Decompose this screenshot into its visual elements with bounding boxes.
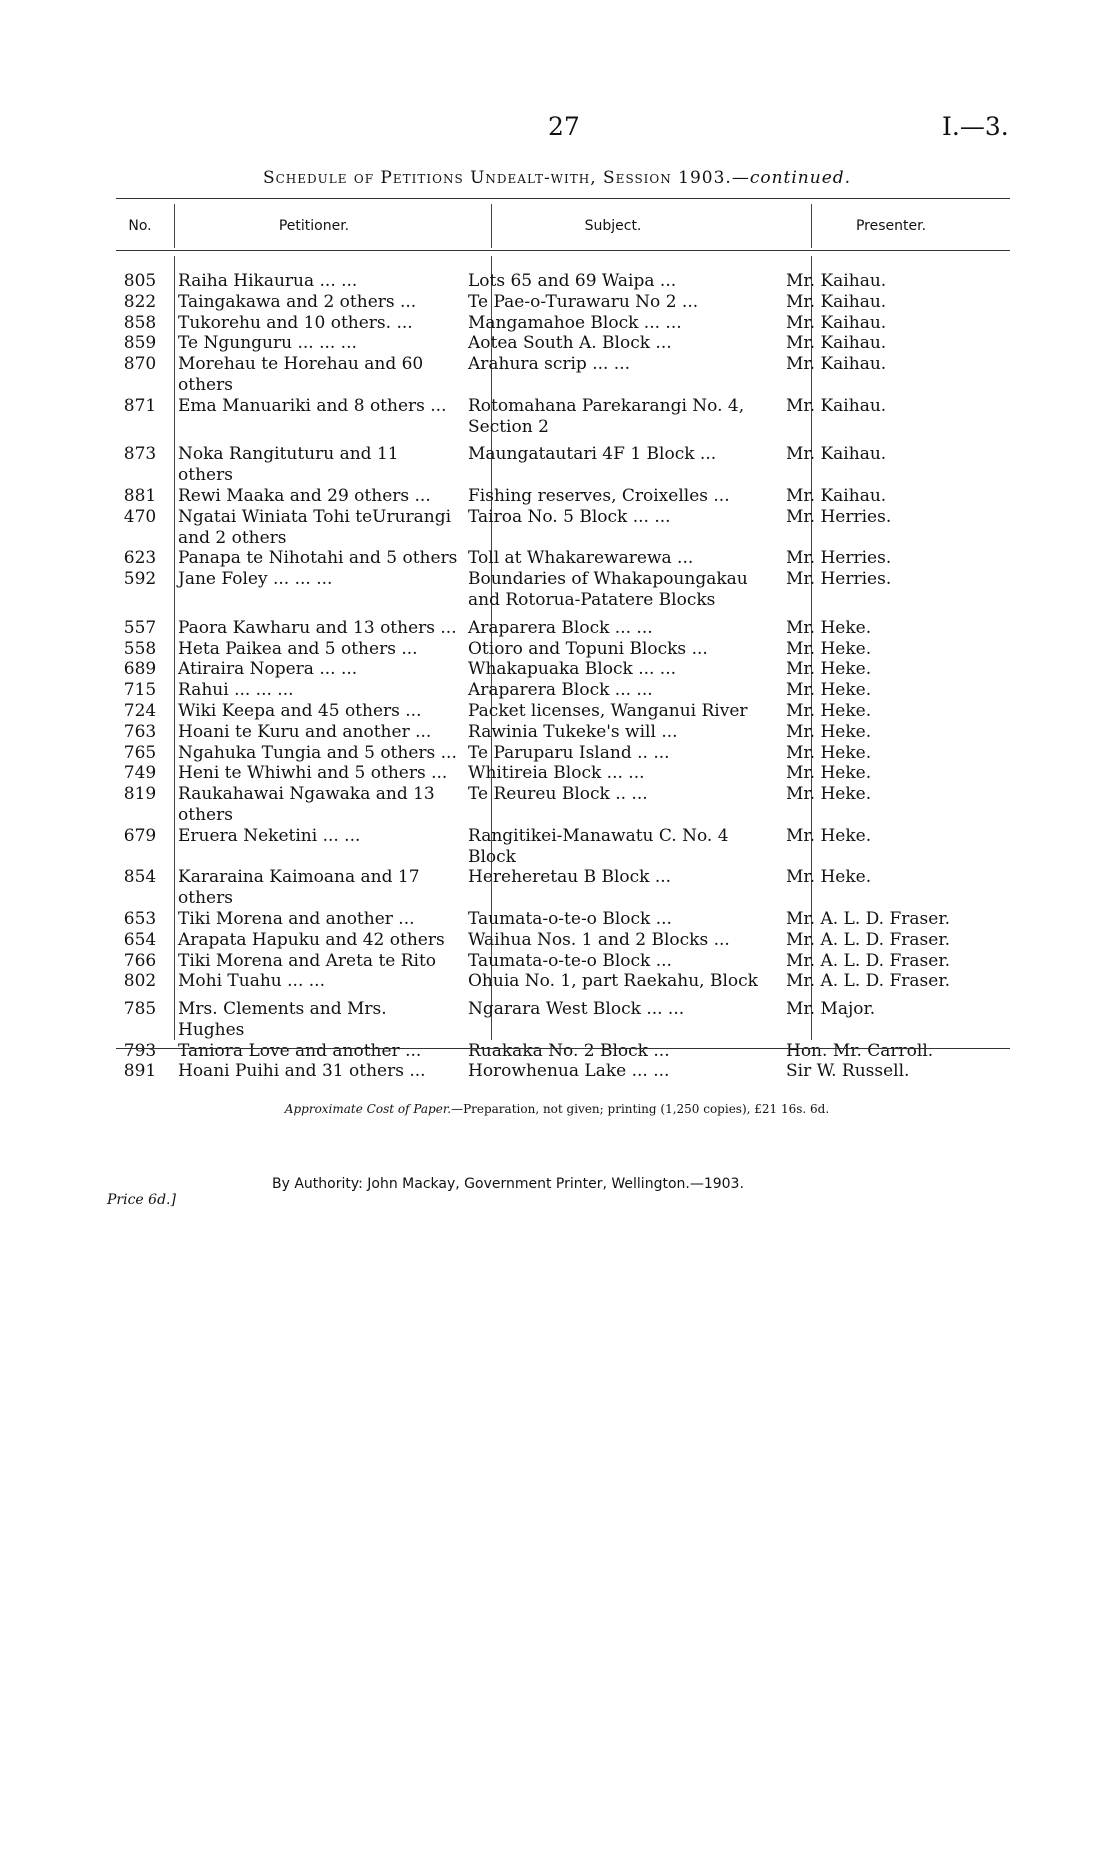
cell-no: 819: [123, 784, 157, 805]
cell-presenter: Mr. Heke.: [786, 659, 872, 680]
cell-no: 802: [123, 971, 157, 992]
table-row: [116, 271, 1010, 292]
header-divider: [491, 204, 492, 248]
table-row: [116, 292, 1010, 313]
cell-presenter: Mr. Heke.: [786, 721, 872, 742]
cell-petitioner: Raiha Hikaurua ... ...: [178, 271, 358, 291]
cell-petitioner: Panapa te Nihotahi and 5 others: [178, 548, 458, 569]
cell-presenter: Mr. Heke.: [786, 867, 872, 888]
cell-petitioner: Noka Rangituturu and 11 others: [178, 444, 399, 486]
table-row: [116, 486, 1010, 507]
cell-petitioner: Wiki Keepa and 45 others ...: [178, 700, 422, 721]
cell-presenter: Mr. A. L. D. Fraser.: [786, 908, 950, 929]
cell-presenter: Mr. Kaihau.: [786, 291, 887, 312]
cell-petitioner: Heta Paikea and 5 others ...: [178, 638, 418, 659]
cost-text: —Preparation, not given; printing (1,250 copies), £21 16s. 6d.: [451, 1102, 830, 1116]
table-row: [116, 909, 1010, 930]
cell-no: 854: [123, 867, 157, 888]
table-row: [116, 313, 1010, 334]
table-top-rule: [116, 198, 1010, 199]
cell-subject: Araparera Block ... ...: [468, 617, 653, 638]
cell-presenter: Mr. Kaihau.: [786, 271, 887, 291]
cell-no: 793: [123, 1040, 157, 1061]
cell-no: 623: [123, 548, 157, 569]
table-row: [116, 951, 1010, 972]
cell-petitioner: Taingakawa and 2 others ...: [178, 291, 417, 312]
table-row: [116, 763, 1010, 784]
cell-presenter: Mr. Herries.: [786, 548, 892, 569]
cell-presenter: Mr. Heke.: [786, 617, 872, 638]
table-row: [116, 743, 1010, 764]
table-row: [116, 396, 1010, 438]
table-row: [116, 548, 1010, 569]
cell-no: 822: [123, 291, 157, 312]
cell-petitioner: Morehau te Horehau and 60 others: [178, 354, 424, 395]
cell-petitioner: Jane Foley ... ... ...: [178, 569, 333, 590]
cell-presenter: Mr. A. L. D. Fraser.: [786, 950, 950, 971]
cell-petitioner: Hoani te Kuru and another ...: [178, 721, 432, 742]
cell-subject: Toll at Whakarewarewa ...: [468, 548, 694, 569]
cell-no: 870: [123, 354, 157, 375]
table-row: [116, 867, 1010, 909]
table-row: [116, 784, 1010, 826]
cell-subject: Lots 65 and 69 Waipa ...: [468, 271, 677, 291]
cell-petitioner: Mohi Tuahu ... ...: [178, 971, 325, 992]
cell-subject: Waihua Nos. 1 and 2 Blocks ...: [468, 929, 730, 950]
cell-subject: Fishing reserves, Croixelles ...: [468, 485, 730, 506]
cell-no: 785: [123, 999, 157, 1020]
cell-presenter: Sir W. Russell.: [786, 1061, 910, 1082]
cell-no: 881: [123, 485, 157, 506]
table-bottom-rule: [116, 1048, 1010, 1049]
cell-petitioner: Tiki Morena and Areta te Rito: [178, 950, 437, 971]
header-petitioner: Petitioner.: [278, 218, 350, 234]
cell-petitioner: Ngatai Winiata Tohi teUrurangi and 2 others: [178, 506, 452, 548]
cell-subject: Horowhenua Lake ... ...: [468, 1061, 670, 1082]
title-main: Schedule of Petitions Undealt-with, Session 1903.—: [262, 168, 750, 188]
cell-petitioner: Atiraira Nopera ... ...: [178, 659, 358, 680]
cell-presenter: Mr. Heke.: [786, 638, 872, 659]
cell-presenter: Mr. A. L. D. Fraser.: [786, 971, 950, 992]
cell-no: 558: [123, 638, 157, 659]
cell-presenter: Hon. Mr. Carroll.: [786, 1040, 934, 1061]
table-row: [116, 618, 1010, 639]
table-row: [116, 680, 1010, 701]
cell-no: 470: [123, 506, 157, 527]
table-row: [116, 569, 1010, 611]
table-row: [116, 444, 1010, 486]
cell-presenter: Mr. Kaihau.: [786, 354, 887, 375]
page-number: 27: [548, 112, 580, 141]
cell-petitioner: Arapata Hapuku and 42 others: [178, 929, 445, 950]
cell-petitioner: Ngahuka Tungia and 5 others ...: [178, 742, 457, 763]
table-row: [116, 1061, 1010, 1082]
cell-petitioner: Tiki Morena and another ...: [178, 908, 415, 929]
cell-subject: Arahura scrip ... ...: [468, 354, 631, 375]
printer-imprint: By Authority: John Mackay, Government Printer, Wellington.—1903.: [272, 1176, 744, 1192]
header-presenter: Presenter.: [855, 218, 927, 234]
cell-presenter: Mr. Herries.: [786, 506, 892, 527]
page-reference: I.—3.: [942, 112, 1009, 141]
header-subject: Subject.: [584, 218, 642, 234]
cell-petitioner: Eruera Neketini ... ...: [178, 825, 361, 846]
cell-subject: Maungatautari 4F 1 Block ...: [468, 444, 717, 465]
cell-subject: Taumata-o-te-o Block ...: [468, 908, 672, 929]
cell-subject: Aotea South A. Block ...: [468, 333, 672, 354]
cost-label: Approximate Cost of Paper.: [284, 1102, 452, 1116]
cell-petitioner: Ema Manuariki and 8 others ...: [178, 395, 447, 416]
header-divider: [811, 204, 812, 248]
cell-petitioner: Te Ngunguru ... ... ...: [178, 333, 357, 354]
cell-petitioner: Hoani Puihi and 31 others ...: [178, 1061, 426, 1082]
cell-petitioner: Paora Kawharu and 13 others ...: [178, 617, 457, 638]
cell-subject: Rangitikei-Manawatu C. No. 4 Block: [468, 825, 729, 867]
table-body: [116, 271, 1010, 1082]
cell-petitioner: Rewi Maaka and 29 others ...: [178, 485, 431, 506]
cell-no: 766: [123, 950, 157, 971]
cell-presenter: Mr. A. L. D. Fraser.: [786, 929, 950, 950]
cell-subject: Packet licenses, Wanganui River: [468, 700, 748, 721]
cell-no: 724: [123, 700, 157, 721]
table-header: [116, 212, 1010, 236]
cell-subject: Whitireia Block ... ...: [468, 763, 645, 784]
cell-subject: Rotomahana Parekarangi No. 4, Section 2: [468, 395, 745, 437]
cell-no: 891: [123, 1061, 157, 1082]
cell-presenter: Mr. Kaihau.: [786, 485, 887, 506]
cell-subject: Hereheretau B Block ...: [468, 867, 672, 888]
cell-presenter: Mr. Heke.: [786, 784, 872, 805]
table-row: [116, 507, 1010, 549]
cell-presenter: Mr. Herries.: [786, 569, 892, 590]
header-no: No.: [128, 218, 152, 234]
table-row: [116, 999, 1010, 1041]
cell-presenter: Mr. Heke.: [786, 680, 872, 701]
cell-no: 653: [123, 908, 157, 929]
cell-no: 592: [123, 569, 157, 590]
schedule-title: [0, 168, 1114, 188]
cell-subject: Taumata-o-te-o Block ...: [468, 950, 672, 971]
cell-petitioner: Rahui ... ... ...: [178, 680, 294, 701]
cell-no: 715: [123, 680, 157, 701]
cell-presenter: Mr. Kaihau.: [786, 395, 887, 416]
table-row: [116, 1041, 1010, 1062]
table-row: [116, 659, 1010, 680]
cell-subject: Otioro and Topuni Blocks ...: [468, 638, 708, 659]
cell-no: 873: [123, 444, 157, 465]
table-row: [116, 333, 1010, 354]
cell-presenter: Mr. Major.: [786, 999, 876, 1020]
cell-subject: Te Pae-o-Turawaru No 2 ...: [468, 291, 699, 312]
cell-petitioner: Tukorehu and 10 others. ...: [178, 312, 413, 333]
cell-no: 654: [123, 929, 157, 950]
cell-no: 805: [123, 271, 157, 291]
cell-subject: Araparera Block ... ...: [468, 680, 653, 701]
cell-subject: Rawinia Tukeke's will ...: [468, 721, 678, 742]
cell-subject: Whakapuaka Block ... ...: [468, 659, 677, 680]
cell-subject: Te Reureu Block .. ...: [468, 784, 648, 805]
cell-presenter: Mr. Heke.: [786, 763, 872, 784]
cell-petitioner: Kararaina Kaimoana and 17 others: [178, 867, 420, 909]
table-row: [116, 722, 1010, 743]
cell-petitioner: Raukahawai Ngawaka and 13 others: [178, 784, 435, 825]
cell-presenter: Mr. Kaihau.: [786, 312, 887, 333]
cell-presenter: Mr. Kaihau.: [786, 444, 887, 465]
cell-petitioner: Taniora Love and another ...: [178, 1040, 422, 1061]
cell-subject: Mangamahoe Block ... ...: [468, 312, 682, 333]
table-row: [116, 971, 1010, 992]
cell-no: 871: [123, 395, 157, 416]
cell-petitioner: Heni te Whiwhi and 5 others ...: [178, 763, 448, 784]
header-bottom-rule: [116, 250, 1010, 251]
title-continued: continued.: [749, 168, 852, 188]
cell-no: 749: [123, 763, 157, 784]
table-row: [116, 701, 1010, 722]
cell-subject: Tairoa No. 5 Block ... ...: [468, 506, 671, 527]
cell-no: 689: [123, 659, 157, 680]
cell-no: 765: [123, 742, 157, 763]
cell-subject: Ohuia No. 1, part Raekahu, Block: [468, 971, 758, 992]
cell-subject: Ngarara West Block ... ...: [468, 999, 685, 1020]
cell-subject: Ruakaka No. 2 Block ...: [468, 1040, 670, 1061]
header-divider: [174, 204, 175, 248]
cell-no: 859: [123, 333, 157, 354]
cell-presenter: Mr. Kaihau.: [786, 333, 887, 354]
cell-no: 763: [123, 721, 157, 742]
cost-note: [0, 1102, 1114, 1116]
table-row: [116, 826, 1010, 868]
cell-subject: Boundaries of Whakapoungakau and Rotorua-Patatere Blocks: [468, 569, 748, 610]
cell-no: 679: [123, 825, 157, 846]
cell-presenter: Mr. Heke.: [786, 700, 872, 721]
cell-petitioner: Mrs. Clements and Mrs. Hughes: [178, 999, 387, 1040]
cell-presenter: Mr. Heke.: [786, 825, 872, 846]
table-row: [116, 354, 1010, 396]
cell-no: 557: [123, 617, 157, 638]
cell-presenter: Mr. Heke.: [786, 742, 872, 763]
cell-no: 858: [123, 312, 157, 333]
cell-subject: Te Paruparu Island .. ...: [468, 742, 670, 763]
table-row: [116, 930, 1010, 951]
table-row: [116, 639, 1010, 660]
price: Price 6d.]: [107, 1192, 176, 1208]
